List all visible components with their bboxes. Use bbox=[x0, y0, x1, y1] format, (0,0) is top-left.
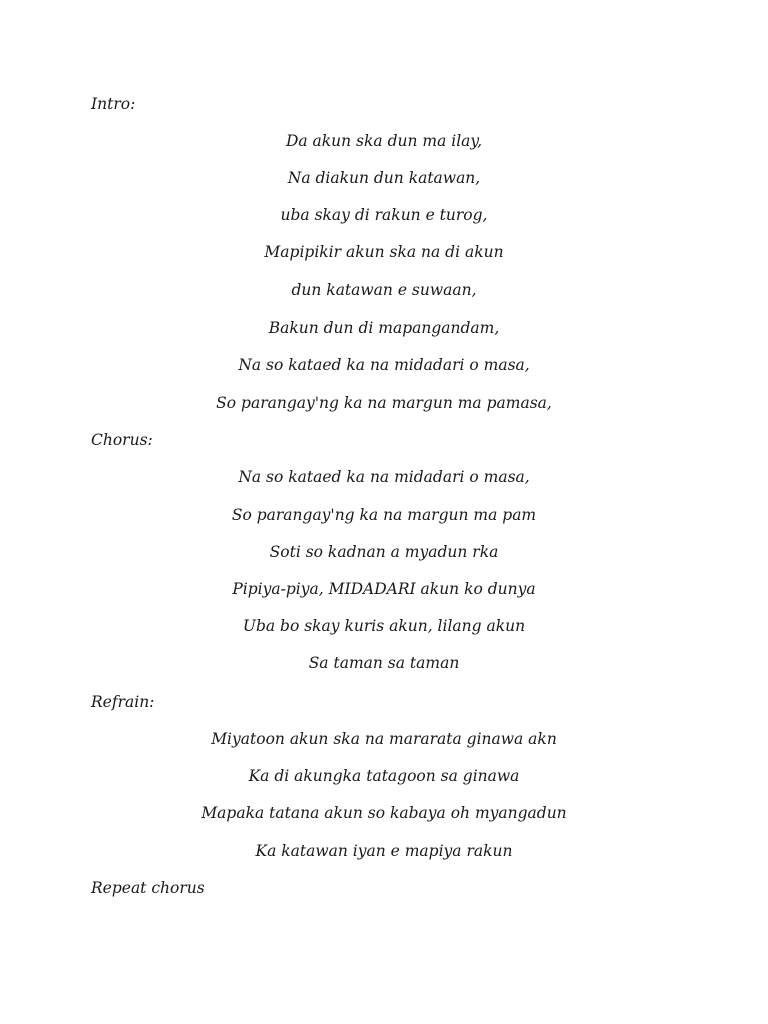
lyric-line: Na so kataed ka na midadari o masa, bbox=[238, 356, 530, 374]
lyric-line: Sa taman sa taman bbox=[308, 654, 460, 672]
lyric-line: Miyatoon akun ska na mararata ginawa akn bbox=[211, 730, 557, 748]
section-label-chorus: Chorus: bbox=[91, 431, 153, 449]
lyric-line: Ka katawan iyan e mapiya rakun bbox=[255, 842, 513, 860]
lyric-line: Pipiya-piya, MIDADARI akun ko dunya bbox=[232, 580, 536, 598]
section-label-repeat-chorus: Repeat chorus bbox=[91, 879, 205, 897]
lyric-line: Soti so kadnan a myadun rka bbox=[269, 543, 499, 561]
lyric-line: Da akun ska dun ma ilay, bbox=[285, 132, 483, 150]
lyric-line: So parangay'ng ka na margun ma pamasa, bbox=[216, 394, 552, 412]
section-label-refrain: Refrain: bbox=[91, 693, 155, 711]
lyric-line: Na so kataed ka na midadari o masa, bbox=[238, 468, 530, 486]
lyric-line: Mapaka tatana akun so kabaya oh myangadun bbox=[201, 804, 567, 822]
lyric-line: Mapipikir akun ska na di akun bbox=[264, 243, 504, 261]
section-label-intro: Intro: bbox=[91, 95, 136, 113]
lyric-line: Na diakun dun katawan, bbox=[287, 169, 481, 187]
lyric-line: dun katawan e suwaan, bbox=[291, 281, 477, 299]
lyric-line: uba skay di rakun e turog, bbox=[280, 206, 488, 224]
lyric-line: Bakun dun di mapangandam, bbox=[268, 319, 500, 337]
lyric-line: So parangay'ng ka na margun ma pam bbox=[231, 506, 537, 524]
lyric-line: Uba bo skay kuris akun, lilang akun bbox=[242, 617, 526, 635]
lyric-line: Ka di akungka tatagoon sa ginawa bbox=[248, 767, 520, 785]
